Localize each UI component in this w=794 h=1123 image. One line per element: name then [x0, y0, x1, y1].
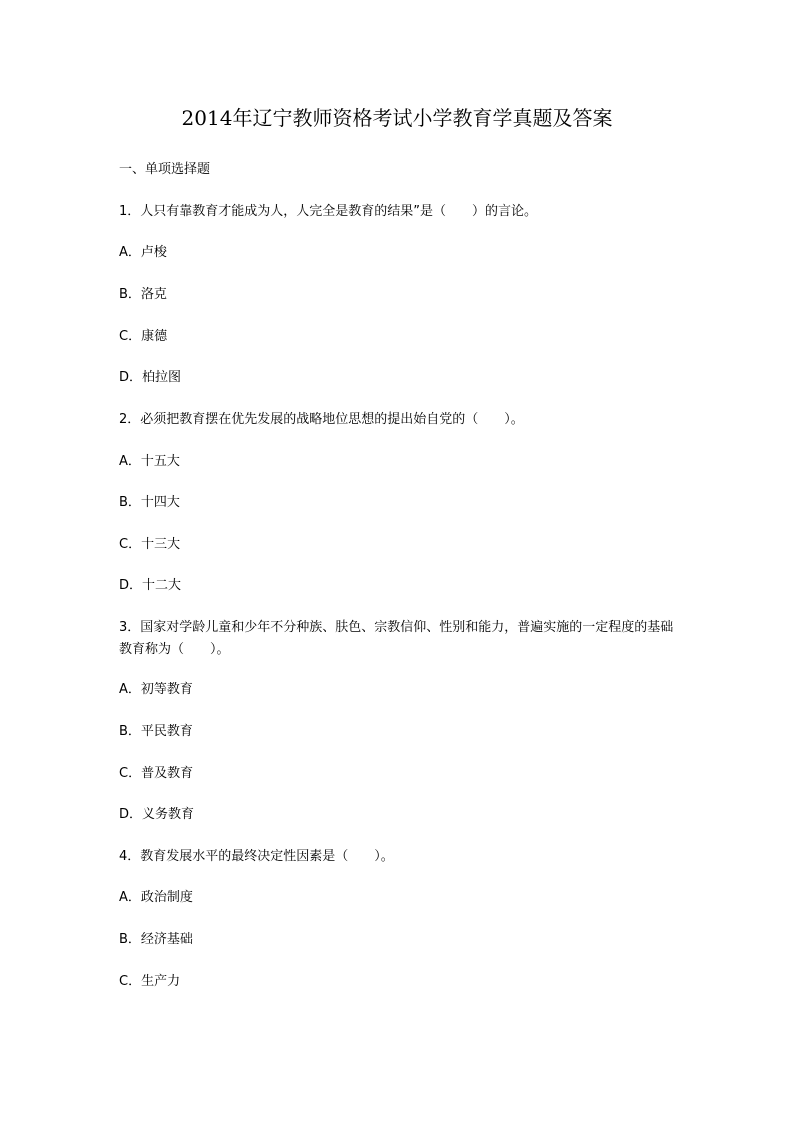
question-3-option-b: B．平民教育: [119, 724, 193, 739]
question-3-option-a: A．初等教育: [119, 682, 193, 697]
question-1-option-d: D．柏拉图: [119, 370, 182, 385]
question-1-option-b: B．洛克: [119, 287, 167, 302]
question-1-option-a: A．卢梭: [119, 245, 167, 260]
question-3-option-d: D．义务教育: [119, 807, 195, 822]
question-4-option-c: C．生产力: [119, 974, 181, 989]
section-heading: 一、单项选择题: [119, 162, 211, 177]
question-4-option-b: B．经济基础: [119, 932, 193, 947]
question-4-option-a: A．政治制度: [119, 890, 193, 905]
question-1-stem: 1．人只有靠教育才能成为人，人完全是教育的结果”是（ ）的言论。: [119, 204, 538, 219]
question-4-stem: 4．教育发展水平的最终决定性因素是（ ）。: [119, 849, 394, 864]
question-2-option-b: B．十四大: [119, 495, 180, 510]
question-2-option-d: D．十二大: [119, 578, 182, 593]
question-2-option-c: C．十三大: [119, 537, 181, 552]
question-3-stem: 3．国家对学龄儿童和少年不分种族、肤色、宗教信仰、性别和能力，普遍实施的一定程度的基础教育称为（ ）。: [119, 620, 674, 657]
question-2-stem: 2．必须把教育摆在优先发展的战略地位思想的提出始自党的（ ）。: [119, 412, 524, 427]
question-3-option-c: C．普及教育: [119, 766, 194, 781]
question-2-option-a: A．十五大: [119, 454, 180, 469]
question-1-option-c: C．康德: [119, 329, 168, 344]
document-title: 2014年辽宁教师资格考试小学教育学真题及答案: [181, 106, 613, 130]
